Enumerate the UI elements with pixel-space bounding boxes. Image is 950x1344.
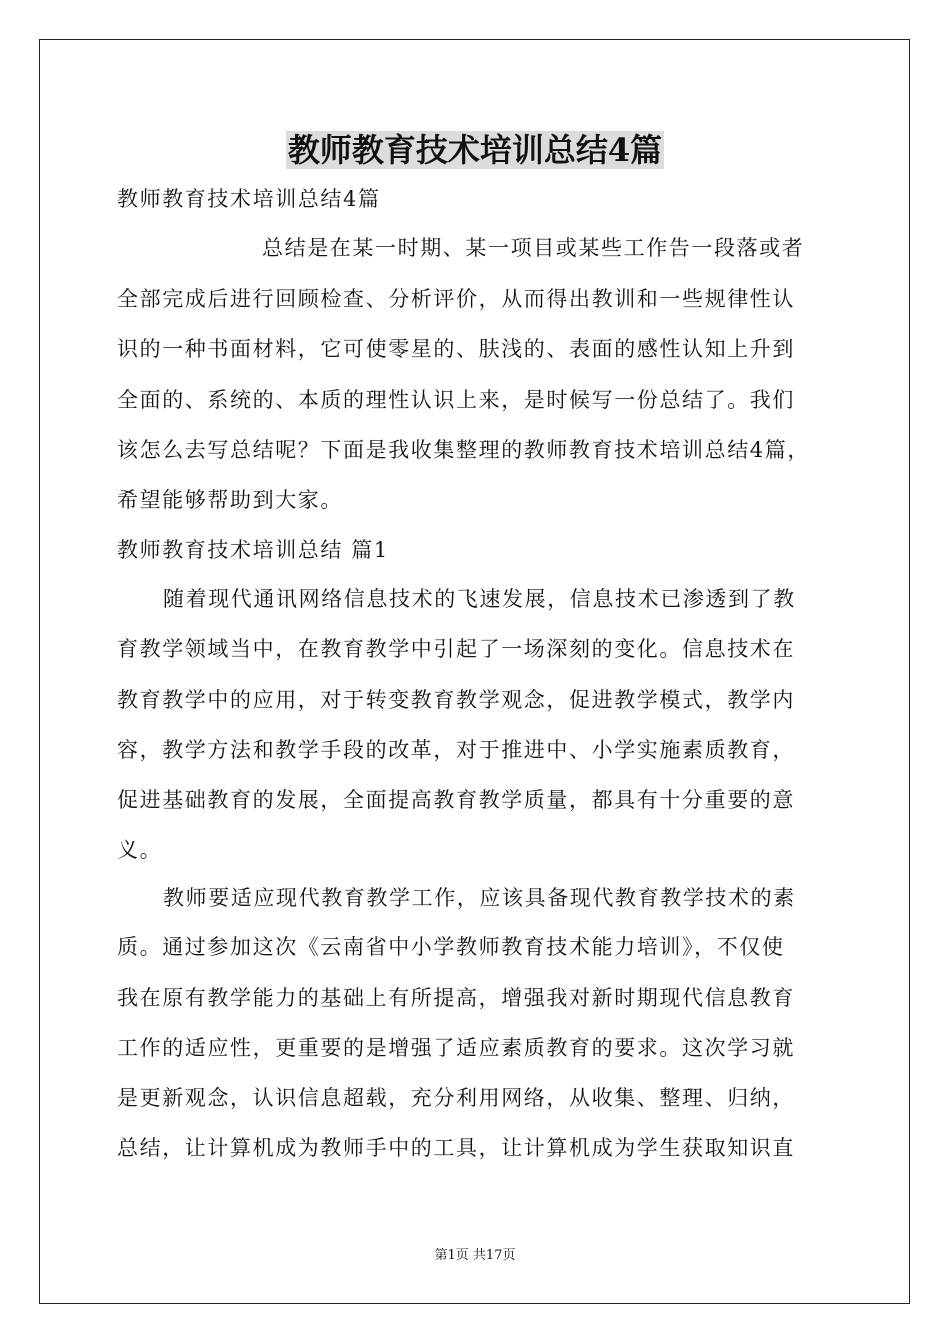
- paragraph2-line: 教师要适应现代教育教学工作，应该具备现代教育教学技术的素: [163, 886, 796, 910]
- paragraph2-line: 总结，让计算机成为教师手中的工具，让计算机成为学生获取知识直: [117, 1136, 795, 1160]
- paragraph2-line: 是更新观念，认识信息超载，充分利用网络，从收集、整理、归纳，: [117, 1086, 795, 1110]
- intro-line: 全面的、系统的、本质的理性认识上来，是时候写一份总结了。我们: [117, 388, 795, 412]
- paragraph1-line: 随着现代通讯网络信息技术的飞速发展，信息技术已渗透到了教: [163, 587, 796, 611]
- paragraph2-line: 工作的适应性，更重要的是增强了适应素质教育的要求。这次学习就: [117, 1036, 795, 1060]
- paragraph2-line: 质。通过参加这次《云南省中小学教师教育技术能力培训》，不仅使: [117, 935, 785, 959]
- intro-line: 全部完成后进行回顾检查、分析评价，从而得出教训和一些规律性认: [117, 287, 795, 311]
- document-title-text: 教师教育技术培训总结4篇: [287, 131, 663, 169]
- document-subtitle: 教师教育技术培训总结4篇: [117, 187, 381, 211]
- intro-line: 识的一种书面材料，它可使零星的、肤浅的、表面的感性认知上升到: [117, 337, 795, 361]
- paragraph1-line: 育教学领域当中，在教育教学中引起了一场深刻的变化。信息技术在: [117, 637, 795, 661]
- intro-line: 总结是在某一时期、某一项目或某些工作告一段落或者: [262, 236, 805, 260]
- intro-line: 希望能够帮助到大家。: [117, 488, 343, 512]
- document-title: [0, 126, 950, 174]
- paragraph1-line: 容，教学方法和教学手段的改革，对于推进中、小学实施素质教育，: [117, 738, 795, 762]
- paragraph1-line: 教育教学中的应用，对于转变教育教学观念，促进教学模式，教学内: [117, 688, 795, 712]
- intro-line: 该怎么去写总结呢？下面是我收集整理的教师教育技术培训总结4篇，: [117, 438, 810, 462]
- paragraph2-line: 我在原有教学能力的基础上有所提高，增强我对新时期现代信息教育: [117, 986, 795, 1010]
- page-border: [39, 39, 910, 1304]
- paragraph1-line: 促进基础教育的发展，全面提高教育教学质量，都具有十分重要的意: [117, 788, 795, 812]
- paragraph1-line: 义。: [117, 838, 163, 862]
- section-heading: 教师教育技术培训总结 篇1: [117, 538, 389, 562]
- page-footer: 第1页 共17页: [434, 1248, 516, 1263]
